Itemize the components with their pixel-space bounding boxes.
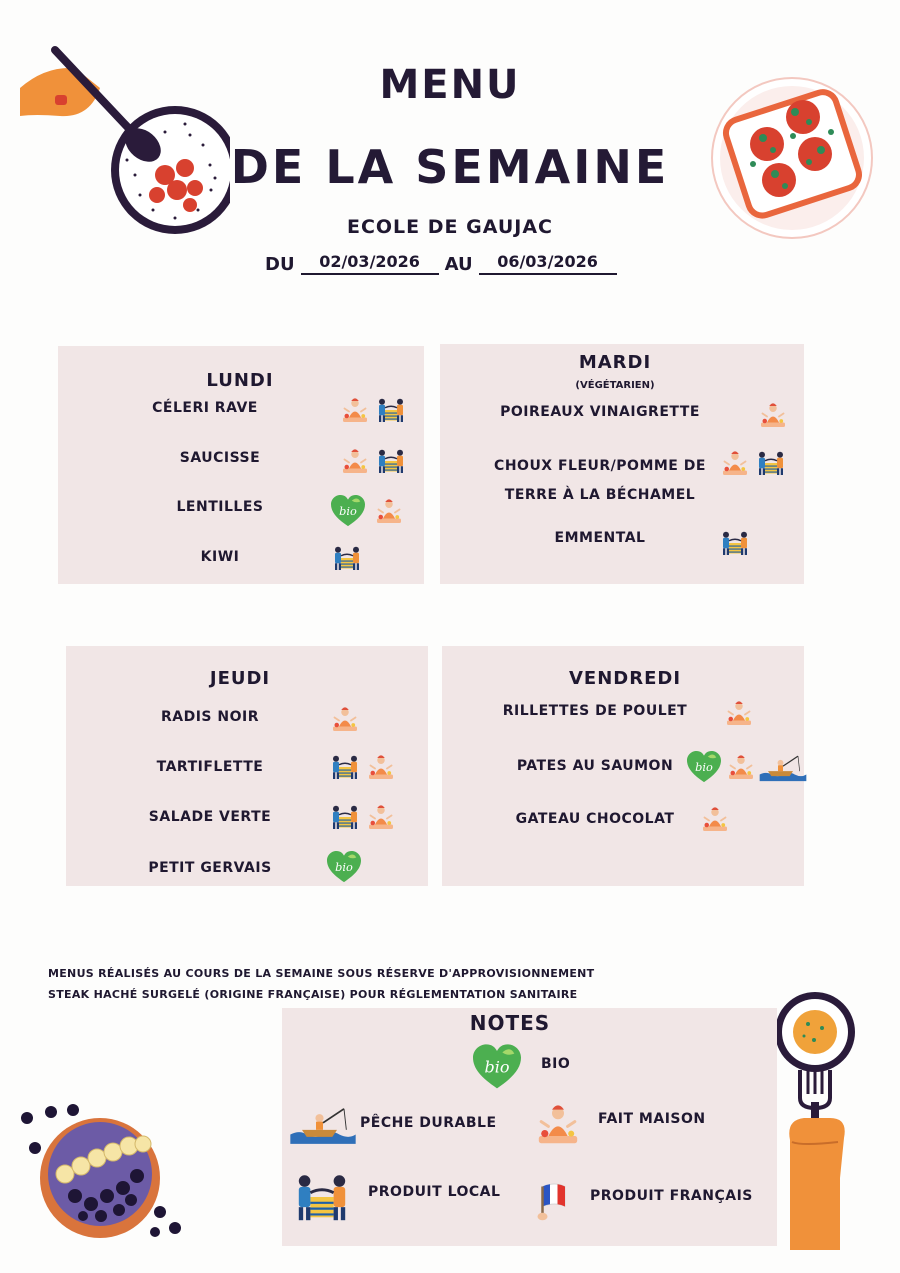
peche-durable-icon xyxy=(758,752,808,782)
bio-icon xyxy=(328,494,368,528)
menu-item: SAUCISSE xyxy=(179,450,261,466)
fait-maison-icon xyxy=(724,698,754,728)
day-title-mardi: MARDI xyxy=(578,352,652,373)
to-date: 06/03/2026 xyxy=(479,252,617,275)
menu-item: PETIT GERVAIS xyxy=(148,860,272,876)
menu-item: POIREAUX VINAIGRETTE xyxy=(500,404,700,420)
page-title-line2: DE LA SEMAINE xyxy=(230,140,670,194)
item-icons xyxy=(330,704,360,734)
produit-local-icon xyxy=(330,752,360,782)
fait-maison-icon xyxy=(340,395,370,425)
menu-item: TARTIFLETTE xyxy=(156,759,264,775)
notes-title: NOTES xyxy=(469,1011,551,1035)
menu-item: KIWI xyxy=(200,549,240,565)
disclaimer-line1: MENUS RÉALISÉS AU COURS DE LA SEMAINE SOUS RÉSERVE D'APPROVISIONNEMENT xyxy=(48,967,595,980)
legend-bio-label: BIO xyxy=(541,1056,571,1072)
bio-icon xyxy=(684,750,724,784)
from-date: 02/03/2026 xyxy=(301,252,439,275)
menu-item: GATEAU CHOCOLAT xyxy=(515,811,675,827)
legend-fait-maison-label: FAIT MAISON xyxy=(598,1111,706,1127)
menu-item: PATES AU SAUMON xyxy=(516,758,674,774)
fait-maison-icon xyxy=(758,400,788,430)
bio-icon xyxy=(469,1043,525,1091)
fait-maison-icon xyxy=(530,1100,586,1148)
produit-local-icon xyxy=(756,448,786,478)
berry-banana-bowl-illustration xyxy=(15,1100,190,1250)
date-range xyxy=(265,252,617,275)
bio-icon xyxy=(324,850,364,884)
page-title-line1: MENU xyxy=(379,62,521,108)
item-icons xyxy=(332,543,362,573)
peche-durable-icon xyxy=(288,1104,358,1144)
legend-peche-label: PÊCHE DURABLE xyxy=(360,1115,497,1131)
produit-local-icon xyxy=(292,1168,352,1226)
hand-with-fork-illustration xyxy=(770,990,860,1252)
menu-item: SALADE VERTE xyxy=(148,809,272,825)
item-icons xyxy=(330,752,396,782)
fait-maison-icon xyxy=(366,752,396,782)
item-icons xyxy=(684,750,808,784)
from-label: DU xyxy=(265,254,295,275)
disclaimer xyxy=(48,963,594,1005)
item-icons xyxy=(720,448,786,478)
produit-local-icon xyxy=(720,528,750,558)
school-name: ECOLE DE GAUJAC xyxy=(346,216,553,238)
to-label: AU xyxy=(444,254,473,275)
fait-maison-icon xyxy=(330,704,360,734)
day-title-jeudi: JEUDI xyxy=(209,668,271,689)
produit-local-icon xyxy=(332,543,362,573)
item-icons xyxy=(720,528,750,558)
produit-local-icon xyxy=(376,395,406,425)
item-icons xyxy=(340,395,406,425)
menu-item: RILLETTES DE POULET xyxy=(502,703,688,719)
item-icons xyxy=(328,494,404,528)
legend-produit-francais-label: PRODUIT FRANÇAIS xyxy=(590,1188,753,1204)
fait-maison-icon xyxy=(720,448,750,478)
fait-maison-icon xyxy=(374,496,404,526)
item-icons xyxy=(330,802,396,832)
item-icons xyxy=(724,698,754,728)
fait-maison-icon xyxy=(366,802,396,832)
day-title-vendredi: VENDREDI xyxy=(568,668,682,689)
legend-produit-local-label: PRODUIT LOCAL xyxy=(368,1184,501,1200)
day-subtitle-mardi: (VÉGÉTARIEN) xyxy=(575,380,655,391)
produit-local-icon xyxy=(376,446,406,476)
day-title-lundi: LUNDI xyxy=(206,370,274,391)
menu-item: CÉLERI RAVE xyxy=(152,400,258,416)
fait-maison-icon xyxy=(340,446,370,476)
menu-item: LENTILLES xyxy=(176,499,264,515)
item-icons xyxy=(758,400,788,430)
item-icons xyxy=(700,804,730,834)
disclaimer-line2: STEAK HACHÉ SURGELÉ (ORIGINE FRANÇAISE) POUR RÉGLEMENTATION SANITAIRE xyxy=(48,988,578,1001)
fait-maison-icon xyxy=(726,752,756,782)
item-icons xyxy=(324,850,364,884)
produit-local-icon xyxy=(330,802,360,832)
menu-item: RADIS NOIR xyxy=(160,709,259,725)
menu-item: EMMENTAL xyxy=(554,530,646,546)
fait-maison-icon xyxy=(700,804,730,834)
item-icons xyxy=(340,446,406,476)
french-flag-icon xyxy=(535,1174,585,1224)
menu-item: CHOUX FLEUR/POMME DE TERRE À LA BÉCHAMEL xyxy=(494,458,706,503)
